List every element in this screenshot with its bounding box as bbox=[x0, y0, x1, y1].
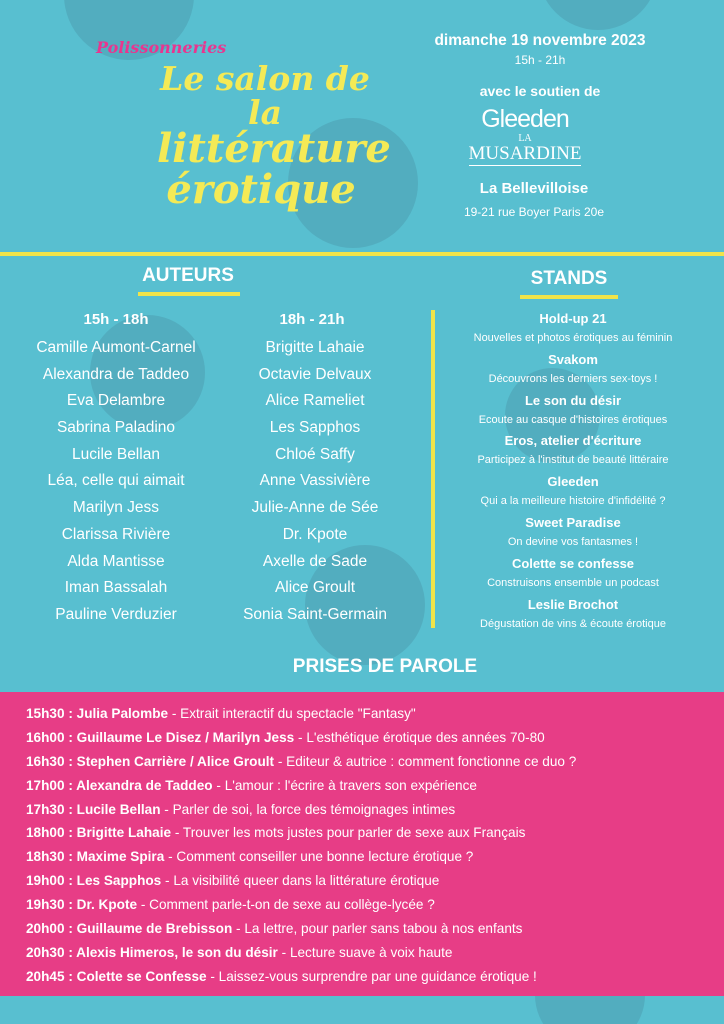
talk-speaker-name: Les Sapphos bbox=[76, 873, 162, 889]
event-date: dimanche 19 novembre 2023 bbox=[434, 32, 646, 49]
talk-speaker-name: Alexis Himeros, le son du désir bbox=[76, 944, 278, 960]
talk-item: 18h00 : Brigitte Lahaie - Trouver les mots justes pour parler de sexe aux Français bbox=[26, 825, 526, 841]
sponsor-logo-musardine-top: LA bbox=[518, 133, 532, 144]
talk-topic: Editeur & autrice : comment fonctionne ce duo ? bbox=[286, 753, 577, 769]
talk-item: 17h00 : Alexandra de Taddeo - L'amour : l'écrire à travers son expérience bbox=[26, 777, 477, 793]
stand-name: Hold-up 21 bbox=[539, 311, 607, 326]
talk-topic: Trouver les mots justes pour parler de sexe aux Français bbox=[182, 825, 526, 841]
author-name: Octavie Delvaux bbox=[258, 365, 372, 383]
talk-item: 19h00 : Les Sapphos - La visibilité queer dans la littérature érotique bbox=[26, 873, 440, 889]
author-name: Alice Rameliet bbox=[265, 392, 365, 410]
authors-list-2 bbox=[202, 335, 428, 629]
talk-item: 20h45 : Colette se Confesse - Laissez-vous surprendre par une guidance érotique ! bbox=[26, 968, 537, 984]
talk-item: 16h30 : Stephen Carrière / Alice Groult - Editeur & autrice : comment fonctionne ce duo ? bbox=[26, 753, 577, 769]
authors-col2-time: 18h - 21h bbox=[279, 311, 345, 328]
talk-speaker: 16h30 : Stephen Carrière / Alice Groult bbox=[26, 753, 275, 769]
stand-description: Ecoute au casque d'histoires érotiques bbox=[478, 413, 668, 426]
talk-speaker: 17h00 : Alexandra de Taddeo bbox=[26, 777, 213, 793]
talk-speaker: 18h30 : Maxime Spira bbox=[26, 849, 165, 865]
talk-speaker: 20h30 : Alexis Himeros, le son du désir bbox=[26, 944, 278, 960]
author-name: Lucile Bellan bbox=[72, 445, 160, 463]
stand-name: Svakom bbox=[548, 351, 598, 367]
author-name: Iman Bassalah bbox=[64, 579, 168, 597]
talk-topic: Comment parle-t-on de sexe au collège-lycée ? bbox=[149, 897, 435, 913]
talks-list bbox=[26, 702, 716, 989]
stand-name: Gleeden bbox=[547, 474, 599, 490]
author-name: Dr. Kpote bbox=[282, 525, 348, 543]
talks-title: PRISES DE PAROLE bbox=[292, 656, 478, 677]
stand-item bbox=[448, 432, 698, 473]
talk-topic: Comment conseiller une bonne lecture érotique ? bbox=[176, 849, 474, 865]
author-name: Marilyn Jess bbox=[72, 499, 160, 517]
author-name: Axelle de Sade bbox=[262, 552, 368, 570]
event-hours: 15h - 21h bbox=[514, 53, 566, 67]
talk-speaker-name: Maxime Spira bbox=[76, 849, 165, 865]
event-info bbox=[390, 32, 690, 219]
talk-time: 17h00 bbox=[26, 777, 65, 793]
stand-description: Nouvelles et photos érotiques au féminin bbox=[473, 332, 673, 344]
talks-panel bbox=[0, 692, 724, 996]
authors-col1-time: 15h - 18h bbox=[83, 311, 149, 328]
author-name: Alda Mantisse bbox=[67, 552, 165, 570]
talk-item: 17h30 : Lucile Bellan - Parler de soi, la force des témoignages intimes bbox=[26, 801, 456, 817]
stand-item bbox=[448, 392, 698, 433]
author-name: Camille Aumont-Carnel bbox=[36, 339, 196, 356]
talk-speaker-name: Guillaume Le Disez / Marilyn Jess bbox=[76, 729, 295, 745]
sponsor-logo-gleeden: Gleeden bbox=[481, 105, 569, 133]
talk-speaker: 20h00 : Guillaume de Brebisson bbox=[26, 921, 233, 937]
author-name: Anne Vassivière bbox=[259, 472, 371, 490]
talk-speaker: 15h30 : Julia Palombe bbox=[26, 706, 169, 721]
author-name: Clarissa Rivière bbox=[61, 525, 171, 543]
authors-title: AUTEURS bbox=[142, 265, 234, 286]
author-name: Chloé Saffy bbox=[275, 445, 355, 463]
talk-time: 17h30 bbox=[26, 801, 65, 817]
stand-description: Qui a la meilleure histoire d'infidélité ? bbox=[480, 495, 666, 508]
talk-topic: Lecture suave à voix haute bbox=[289, 944, 453, 960]
author-name: Brigitte Lahaie bbox=[265, 339, 365, 356]
author-name: Léa, celle qui aimait bbox=[47, 472, 185, 490]
stand-name: Colette se confesse bbox=[511, 555, 635, 571]
divider bbox=[0, 252, 724, 256]
talk-time: 15h30 bbox=[26, 706, 65, 721]
stand-item bbox=[448, 473, 698, 514]
stand-description: Construisons ensemble un podcast bbox=[487, 576, 659, 589]
talk-topic: La lettre, pour parler sans tabou à nos enfants bbox=[244, 921, 523, 937]
venue-address: 19-21 rue Boyer Paris 20e bbox=[463, 204, 605, 219]
talk-topic: Extrait interactif du spectacle "Fantasy" bbox=[180, 706, 416, 721]
talk-time: 16h00 bbox=[26, 729, 65, 745]
talk-speaker-name: Brigitte Lahaie bbox=[76, 825, 172, 841]
talk-speaker: 19h00 : Les Sapphos bbox=[26, 873, 162, 889]
talk-time: 20h45 bbox=[26, 968, 65, 984]
stand-description: Dégustation de vins & écoute érotique bbox=[480, 617, 666, 630]
sponsor-logo-musardine: MUSARDINE bbox=[468, 143, 582, 164]
author-name: Pauline Verduzier bbox=[55, 605, 177, 623]
author-name: Alexandra de Taddeo bbox=[42, 365, 190, 383]
stand-item bbox=[448, 514, 698, 555]
stands-underline bbox=[520, 295, 618, 299]
stand-name: Eros, atelier d'écriture bbox=[504, 433, 642, 449]
stand-item bbox=[448, 351, 698, 392]
talk-topic: La visibilité queer dans la littérature érotique bbox=[173, 873, 440, 889]
author-name: Les Sapphos bbox=[269, 419, 361, 437]
author-name: Julie-Anne de Sée bbox=[251, 499, 379, 517]
stand-description: Participez à l'institut de beauté littéraire bbox=[477, 454, 669, 467]
stand-description: Découvrons les derniers sex-toys ! bbox=[488, 372, 658, 385]
talk-time: 18h00 bbox=[26, 825, 65, 841]
talk-item: 19h30 : Dr. Kpote - Comment parle-t-on de sexe au collège-lycée ? bbox=[26, 897, 435, 913]
talk-speaker-name: Colette se Confesse bbox=[76, 968, 207, 984]
authors-list-1 bbox=[6, 335, 226, 629]
decor-circle bbox=[538, 0, 658, 30]
talk-speaker-name: Lucile Bellan bbox=[76, 801, 161, 817]
stand-name: Le son du désir bbox=[524, 392, 622, 408]
author-name: Alice Groult bbox=[274, 579, 356, 597]
talk-time: 18h30 bbox=[26, 849, 65, 865]
stand-description: On devine vos fantasmes ! bbox=[507, 535, 639, 548]
talk-speaker: 20h45 : Colette se Confesse bbox=[26, 968, 207, 984]
stands-title: STANDS bbox=[530, 268, 608, 289]
talk-speaker: 18h00 : Brigitte Lahaie bbox=[26, 825, 172, 841]
brand-logo: Polissonneries bbox=[96, 38, 227, 57]
talk-speaker-name: Stephen Carrière / Alice Groult bbox=[76, 753, 275, 769]
author-name: Eva Delambre bbox=[66, 392, 166, 410]
authors-underline bbox=[138, 292, 240, 296]
talk-speaker-name: Alexandra de Taddeo bbox=[76, 777, 213, 793]
talk-speaker-name: Guillaume de Brebisson bbox=[76, 921, 233, 937]
talk-speaker: 16h00 : Guillaume Le Disez / Marilyn Jess bbox=[26, 729, 295, 745]
talk-topic: Laissez-vous surprendre par une guidance érotique ! bbox=[218, 968, 537, 984]
talk-time: 19h30 bbox=[26, 897, 65, 913]
talk-item: 15h30 : Julia Palombe - Extrait interactif du spectacle "Fantasy" bbox=[26, 706, 416, 721]
talk-speaker: 19h30 : Dr. Kpote bbox=[26, 897, 138, 913]
stands-list bbox=[448, 310, 698, 636]
talk-item: 16h00 : Guillaume Le Disez / Marilyn Jess - L'esthétique érotique des années 70-80 bbox=[26, 729, 545, 745]
stand-name: Leslie Brochot bbox=[527, 596, 619, 612]
author-name: Sabrina Paladino bbox=[56, 419, 176, 437]
talk-topic: L'esthétique érotique des années 70-80 bbox=[306, 729, 545, 745]
talk-item: 20h30 : Alexis Himeros, le son du désir - Lecture suave à voix haute bbox=[26, 944, 453, 960]
talk-topic: Parler de soi, la force des témoignages intimes bbox=[172, 801, 456, 817]
talk-time: 16h30 bbox=[26, 753, 65, 769]
stand-item bbox=[448, 555, 698, 596]
column-divider bbox=[431, 310, 435, 628]
stand-item bbox=[448, 310, 698, 351]
venue-name: La Bellevilloise bbox=[479, 179, 589, 197]
talk-time: 19h00 bbox=[26, 873, 65, 889]
stand-item bbox=[448, 596, 698, 637]
event-title: Le salon de la littérature érotique bbox=[157, 59, 391, 214]
author-name: Sonia Saint-Germain bbox=[243, 605, 387, 623]
talk-time: 20h30 bbox=[26, 944, 65, 960]
talk-speaker-name: Dr. Kpote bbox=[76, 897, 138, 913]
stand-name: Sweet Paradise bbox=[525, 514, 621, 530]
talk-topic: L'amour : l'écrire à travers son expérience bbox=[224, 777, 477, 793]
talk-item: 18h30 : Maxime Spira - Comment conseiller une bonne lecture érotique ? bbox=[26, 849, 474, 865]
talk-speaker: 17h30 : Lucile Bellan bbox=[26, 801, 161, 817]
talk-item: 20h00 : Guillaume de Brebisson - La lettre, pour parler sans tabou à nos enfants bbox=[26, 921, 523, 937]
support-label: avec le soutien de bbox=[479, 83, 601, 99]
talk-time: 20h00 bbox=[26, 921, 65, 937]
talk-speaker-name: Julia Palombe bbox=[76, 706, 169, 721]
